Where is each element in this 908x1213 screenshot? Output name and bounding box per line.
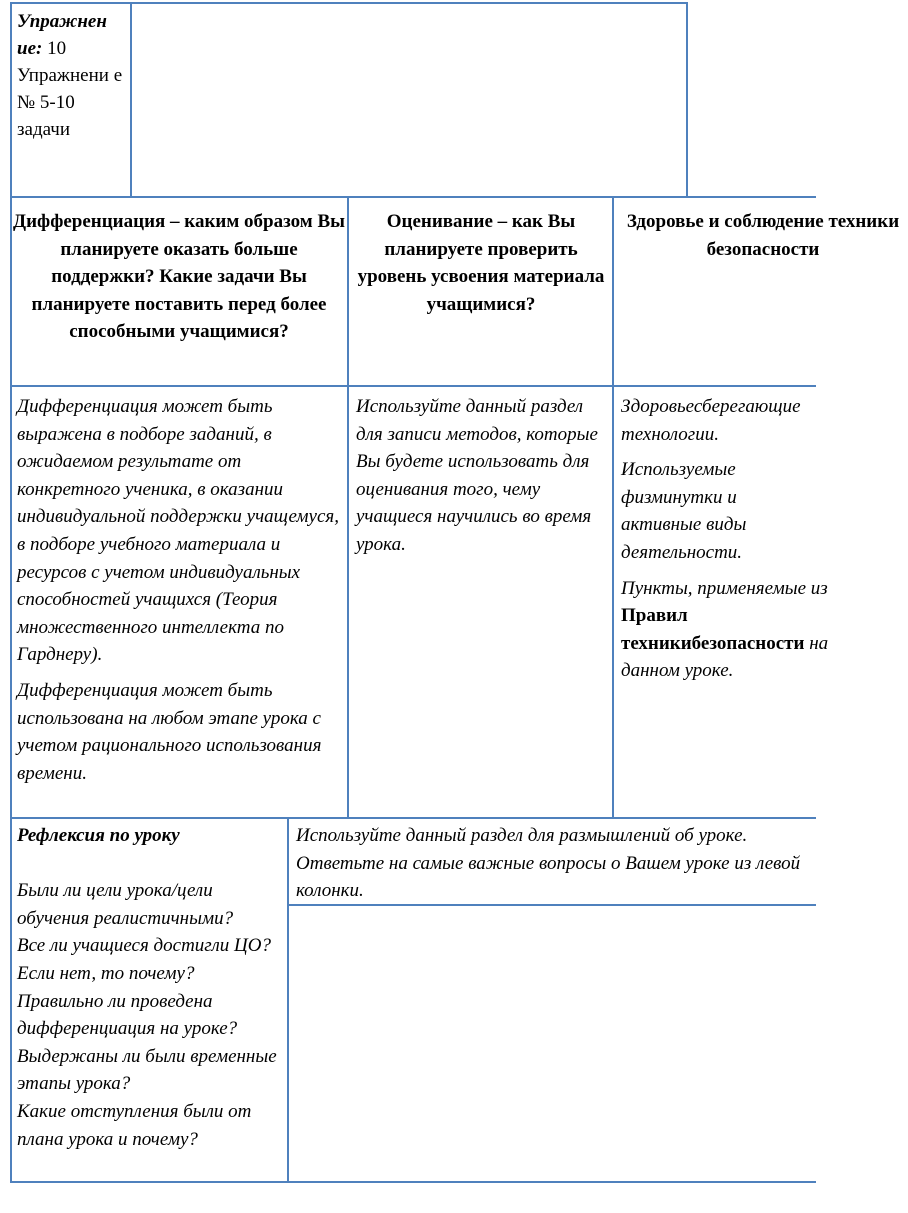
differentiation-paragraph-1: Дифференциация может быть выражена в подборе заданий, в ожидаемом результате от конкретного ученика, в оказании индивидуальной поддержки учащемуся, в подборе учебного материала и ресурсов с учетом индивидуальных способностей учащихся (Теория множественного интеллекта по Гарднеру). [17, 396, 340, 666]
differentiation-content [17, 393, 343, 787]
health-rules-text: Пункты, применяемые из [621, 577, 828, 599]
reflection-notes-area [290, 907, 814, 1179]
assessment-content: Используйте данный раздел для записи методов, которые Вы будете использовать для оценивания того, чему учащиеся научились во время урока. [356, 396, 598, 555]
exercise-number: 10 [47, 38, 67, 59]
health-header: Здоровье и соблюдение техники безопасности [626, 211, 900, 260]
reflection-question: Выдержаны ли были временные этапы урока? [17, 1045, 277, 1095]
assessment-header: Оценивание – как Вы планируете проверить уровень усвоения материала учащимися? [357, 211, 605, 315]
exercise-cell [17, 8, 127, 143]
health-rules-end: на данном уроке. [621, 632, 829, 682]
reflection-instruction: Используйте данный раздел для размышлений об уроке. Ответьте на самые важные вопросы о Вашем уроке из левой колонки. [296, 825, 801, 902]
exercise-content-cell [133, 4, 683, 194]
header-row-bottom-border [10, 385, 816, 387]
differentiation-header: Дифференциация – каким образом Вы планируете оказать больше поддержки? Какие задачи Вы планируете поставить перед более способными учащимися? [13, 211, 345, 343]
health-paragraph-1: Здоровьесберегающие технологии. [621, 396, 801, 445]
row1-bottom-border [10, 196, 816, 198]
reflection-question: Все ли учащиеся достигли ЦО? [17, 935, 271, 957]
differentiation-paragraph-2: Дифференциация может быть использована на любом этапе урока с учетом рационального использования времени. [17, 679, 322, 784]
health-paragraph-2: Используемые физминутки и активные виды деятельности. [621, 459, 747, 563]
reflection-cell [17, 822, 283, 1153]
exercise-divider [130, 2, 132, 196]
reflection-question: Какие отступления были от плана урока и почему? [17, 1100, 252, 1150]
health-rules-bold: Правил техникибезопасности [621, 605, 805, 654]
exercise-name: Упражнени е № 5-10 [17, 65, 123, 113]
col-divider-2 [612, 196, 614, 818]
table-bottom-border [10, 1181, 816, 1183]
outer-left-border [10, 2, 12, 1182]
reflection-divider [287, 817, 289, 1182]
reflection-top-border [10, 817, 816, 819]
reflection-question: Были ли цели урока/цели обучения реалистичными? [17, 880, 234, 929]
reflection-question: Если нет, то почему? [17, 962, 195, 984]
reflection-question: Правильно ли проведена дифференциация на уроке? [17, 990, 238, 1040]
col-divider-1 [347, 196, 349, 818]
health-paragraph-3 [621, 575, 851, 685]
reflection-title: Рефлексия по уроку [17, 825, 180, 846]
health-content [621, 393, 891, 685]
top-row-right-border [686, 2, 688, 196]
exercise-label: Упражнен ие: [17, 11, 107, 59]
exercise-tasks: задачи [17, 119, 71, 140]
